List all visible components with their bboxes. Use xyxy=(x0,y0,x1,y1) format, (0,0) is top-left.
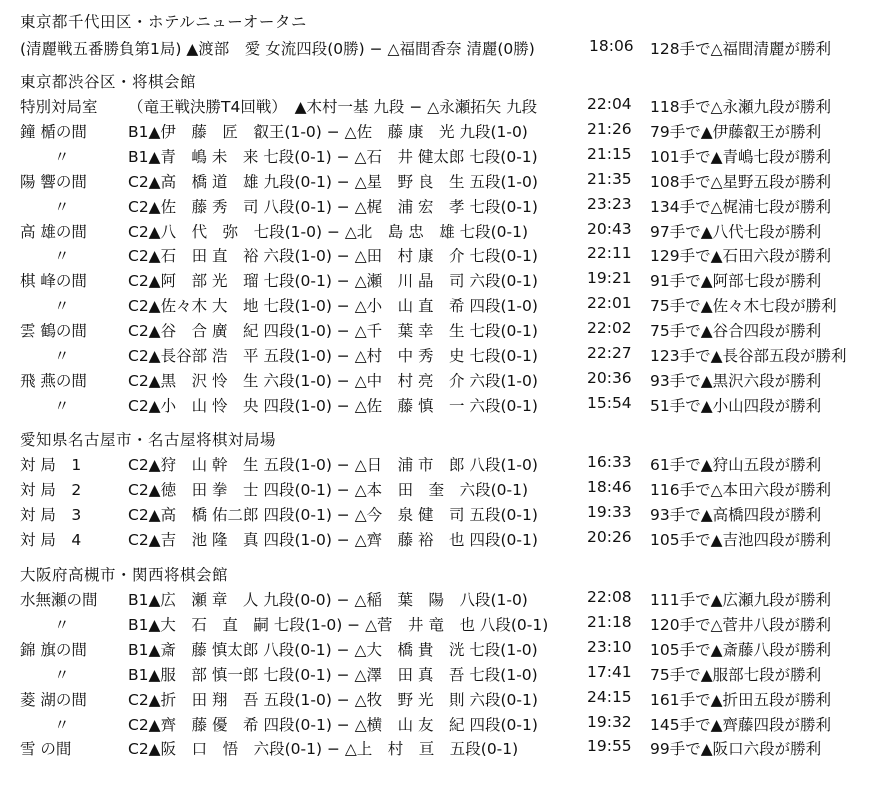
game-end-time: 20:26 xyxy=(587,527,632,546)
game-row xyxy=(0,613,889,637)
game-result: 75手で▲服部七段が勝利 xyxy=(650,665,822,684)
game-row xyxy=(0,588,889,612)
game-row xyxy=(0,528,889,552)
game-result: 128手で△福間清麗が勝利 xyxy=(650,40,832,58)
game-matchup: C2▲石 田 直 裕 六段(1-0) − △田 村 康 介 七段(0-1) xyxy=(128,247,538,266)
game-row xyxy=(0,95,889,119)
game-room: 高 雄の間 xyxy=(20,222,87,241)
game-room: 〃 xyxy=(54,247,70,266)
game-room: 鐘 楯の間 xyxy=(20,122,87,141)
game-result: 93手で▲黒沢六段が勝利 xyxy=(650,371,822,390)
game-result: 101手で▲青嶋七段が勝利 xyxy=(650,147,832,166)
game-end-time: 22:11 xyxy=(587,244,632,263)
game-result: 105手で▲吉池四段が勝利 xyxy=(650,530,832,549)
game-room: 飛 燕の間 xyxy=(20,371,87,390)
game-row xyxy=(0,195,889,219)
game-row xyxy=(0,344,889,368)
game-matchup: B1▲広 瀬 章 人 九段(0-0) − △稲 葉 陽 八段(1-0) xyxy=(128,591,528,609)
game-result: 145手で▲齊藤四段が勝利 xyxy=(650,715,832,734)
game-row xyxy=(0,294,889,318)
game-room: 陽 響の間 xyxy=(20,172,87,191)
game-end-time: 15:54 xyxy=(587,393,632,412)
game-matchup: C2▲黒 沢 怜 生 六段(1-0) − △中 村 亮 介 六段(1-0) xyxy=(128,371,538,390)
game-room: 〃 xyxy=(54,665,70,684)
game-row xyxy=(0,120,889,144)
game-matchup: C2▲阪 口 悟 六段(0-1) − △上 村 亘 五段(0-1) xyxy=(128,740,519,759)
game-room: 錦 旗の間 xyxy=(20,640,87,659)
game-matchup: C2▲小 山 怜 央 四段(1-0) − △佐 藤 慎 一 六段(0-1) xyxy=(128,396,538,415)
game-room: 雲 鶴の間 xyxy=(20,322,87,341)
game-matchup: B1▲服 部 慎一郎 七段(0-1) − △澤 田 真 吾 七段(1-0) xyxy=(128,665,538,684)
game-end-time: 21:18 xyxy=(587,612,632,631)
venue-heading: 愛知県名古屋市・名古屋将棋対局場 xyxy=(20,431,277,449)
game-result: 61手で▲狩山五段が勝利 xyxy=(650,456,822,474)
game-room: 特別対局室 xyxy=(20,98,98,116)
game-row xyxy=(0,369,889,393)
game-matchup: C2▲高 橋 道 雄 九段(0-1) − △星 野 良 生 五段(1-0) xyxy=(128,172,538,191)
game-matchup: C2▲谷 合 廣 紀 四段(1-0) − △千 葉 幸 生 七段(0-1) xyxy=(128,322,538,341)
game-result: 99手で▲阪口六段が勝利 xyxy=(650,740,822,759)
game-row xyxy=(0,663,889,687)
game-end-time: 19:33 xyxy=(587,502,632,521)
game-matchup: B1▲斎 藤 慎太郎 八段(0-1) − △大 橋 貴 洸 七段(1-0) xyxy=(128,640,538,659)
game-matchup: C2▲長谷部 浩 平 五段(1-0) − △村 中 秀 史 七段(0-1) xyxy=(128,347,538,365)
venue-heading: 東京都千代田区・ホテルニューオータニ xyxy=(20,13,307,31)
game-end-time: 23:10 xyxy=(587,637,632,656)
game-row xyxy=(0,453,889,477)
game-end-time: 22:27 xyxy=(587,344,632,362)
game-result: 161手で▲折田五段が勝利 xyxy=(650,690,832,709)
game-row xyxy=(0,737,889,761)
game-result: 116手で△本田六段が勝利 xyxy=(650,480,832,499)
game-result: 75手で▲佐々木七段が勝利 xyxy=(650,297,837,316)
game-row xyxy=(0,688,889,712)
game-end-time: 22:01 xyxy=(587,294,632,313)
game-result: 118手で△永瀬九段が勝利 xyxy=(650,98,832,116)
game-room: 雪 の間 xyxy=(20,740,72,759)
venue-heading: 大阪府高槻市・関西将棋会館 xyxy=(20,566,229,584)
game-room: 水無瀬の間 xyxy=(20,591,98,609)
game-end-time: 23:23 xyxy=(587,194,632,213)
game-room: 対 局 3 xyxy=(20,505,82,524)
game-result: 129手で▲石田六段が勝利 xyxy=(650,247,832,266)
game-matchup: C2▲佐 藤 秀 司 八段(0-1) − △梶 浦 宏 孝 七段(0-1) xyxy=(128,197,538,216)
game-matchup: C2▲高 橋 佑二郎 四段(0-1) − △今 泉 健 司 五段(0-1) xyxy=(128,505,538,524)
game-room: 対 局 4 xyxy=(20,530,82,549)
game-end-time: 16:33 xyxy=(587,453,632,471)
game-result: 111手で▲広瀬九段が勝利 xyxy=(650,591,832,609)
game-matchup: C2▲阿 部 光 瑠 七段(0-1) − △瀬 川 晶 司 六段(0-1) xyxy=(128,272,538,291)
game-end-time: 21:35 xyxy=(587,169,632,188)
game-end-time: 21:26 xyxy=(587,119,632,138)
game-row xyxy=(0,713,889,737)
game-row xyxy=(0,503,889,527)
game-row xyxy=(0,394,889,418)
game-result: 79手で▲伊藤叡王が勝利 xyxy=(650,122,822,141)
game-end-time: 20:43 xyxy=(587,219,632,238)
game-result: 123手で▲長谷部五段が勝利 xyxy=(650,347,847,365)
game-matchup: B1▲青 嶋 未 来 七段(0-1) − △石 井 健太郎 七段(0-1) xyxy=(128,147,538,166)
game-room: (清麗戦五番勝負第1局) ▲渡部 愛 女流四段(0勝) − △福間香奈 清麗(0勝) xyxy=(20,40,535,58)
game-end-time: 19:55 xyxy=(587,737,632,756)
game-matchup: C2▲徳 田 拳 士 四段(0-1) − △本 田 奎 六段(0-1) xyxy=(128,480,529,499)
game-result: 134手で△梶浦七段が勝利 xyxy=(650,197,832,216)
game-result: 105手で▲斎藤八段が勝利 xyxy=(650,640,832,659)
game-room: 〃 xyxy=(54,396,70,415)
game-room: 対 局 2 xyxy=(20,480,82,499)
game-matchup: C2▲狩 山 幹 生 五段(1-0) − △日 浦 市 郎 八段(1-0) xyxy=(128,456,538,474)
game-result: 91手で▲阿部七段が勝利 xyxy=(650,272,822,291)
game-end-time: 18:06 xyxy=(589,37,634,55)
game-matchup: B1▲大 石 直 嗣 七段(1-0) − △菅 井 竜 也 八段(0-1) xyxy=(128,615,549,634)
game-room: 棋 峰の間 xyxy=(20,272,87,291)
game-room: 菱 湖の間 xyxy=(20,690,87,709)
venue-heading: 東京都渋谷区・将棋会館 xyxy=(20,73,197,91)
game-result: 75手で▲谷合四段が勝利 xyxy=(650,322,822,341)
game-end-time: 20:36 xyxy=(587,368,632,387)
game-end-time: 21:15 xyxy=(587,144,632,163)
game-row xyxy=(0,244,889,268)
game-row xyxy=(0,170,889,194)
game-room: 〃 xyxy=(54,715,70,734)
game-room: 対 局 1 xyxy=(20,456,82,474)
game-result: 97手で▲八代七段が勝利 xyxy=(650,222,822,241)
game-row xyxy=(0,638,889,662)
game-row xyxy=(0,478,889,502)
game-matchup: C2▲八 代 弥 七段(1-0) − △北 島 忠 雄 七段(0-1) xyxy=(128,222,529,241)
game-end-time: 17:41 xyxy=(587,662,632,681)
game-end-time: 22:02 xyxy=(587,319,632,338)
game-room: 〃 xyxy=(54,147,70,166)
game-matchup: C2▲齊 藤 優 希 四段(0-1) − △横 山 友 紀 四段(0-1) xyxy=(128,715,538,734)
game-matchup: B1▲伊 藤 匠 叡王(1-0) − △佐 藤 康 光 九段(1-0) xyxy=(128,122,528,141)
game-end-time: 18:46 xyxy=(587,477,632,496)
game-row xyxy=(0,269,889,293)
game-result: 108手で△星野五段が勝利 xyxy=(650,172,832,191)
game-matchup: C2▲吉 池 隆 真 四段(1-0) − △齊 藤 裕 也 四段(0-1) xyxy=(128,530,538,549)
game-matchup: C2▲折 田 翔 吾 五段(1-0) − △牧 野 光 則 六段(0-1) xyxy=(128,690,538,709)
game-row xyxy=(0,145,889,169)
game-matchup: C2▲佐々木 大 地 七段(1-0) − △小 山 直 希 四段(1-0) xyxy=(128,297,538,316)
game-room: 〃 xyxy=(54,297,70,316)
game-result: 120手で△菅井八段が勝利 xyxy=(650,615,832,634)
game-end-time: 19:32 xyxy=(587,712,632,731)
game-end-time: 19:21 xyxy=(587,269,632,288)
game-room: 〃 xyxy=(54,347,70,365)
game-end-time: 24:15 xyxy=(587,687,632,706)
game-row xyxy=(0,37,889,61)
game-result: 51手で▲小山四段が勝利 xyxy=(650,396,822,415)
game-room: 〃 xyxy=(54,197,70,216)
game-room: 〃 xyxy=(54,615,70,634)
game-end-time: 22:08 xyxy=(587,588,632,606)
game-result: 93手で▲高橋四段が勝利 xyxy=(650,505,822,524)
game-matchup: （竜王戦決勝T4回戦） ▲木村一基 九段 − △永瀬拓矢 九段 xyxy=(128,98,538,116)
game-end-time: 22:04 xyxy=(587,95,632,113)
game-row xyxy=(0,220,889,244)
game-row xyxy=(0,319,889,343)
